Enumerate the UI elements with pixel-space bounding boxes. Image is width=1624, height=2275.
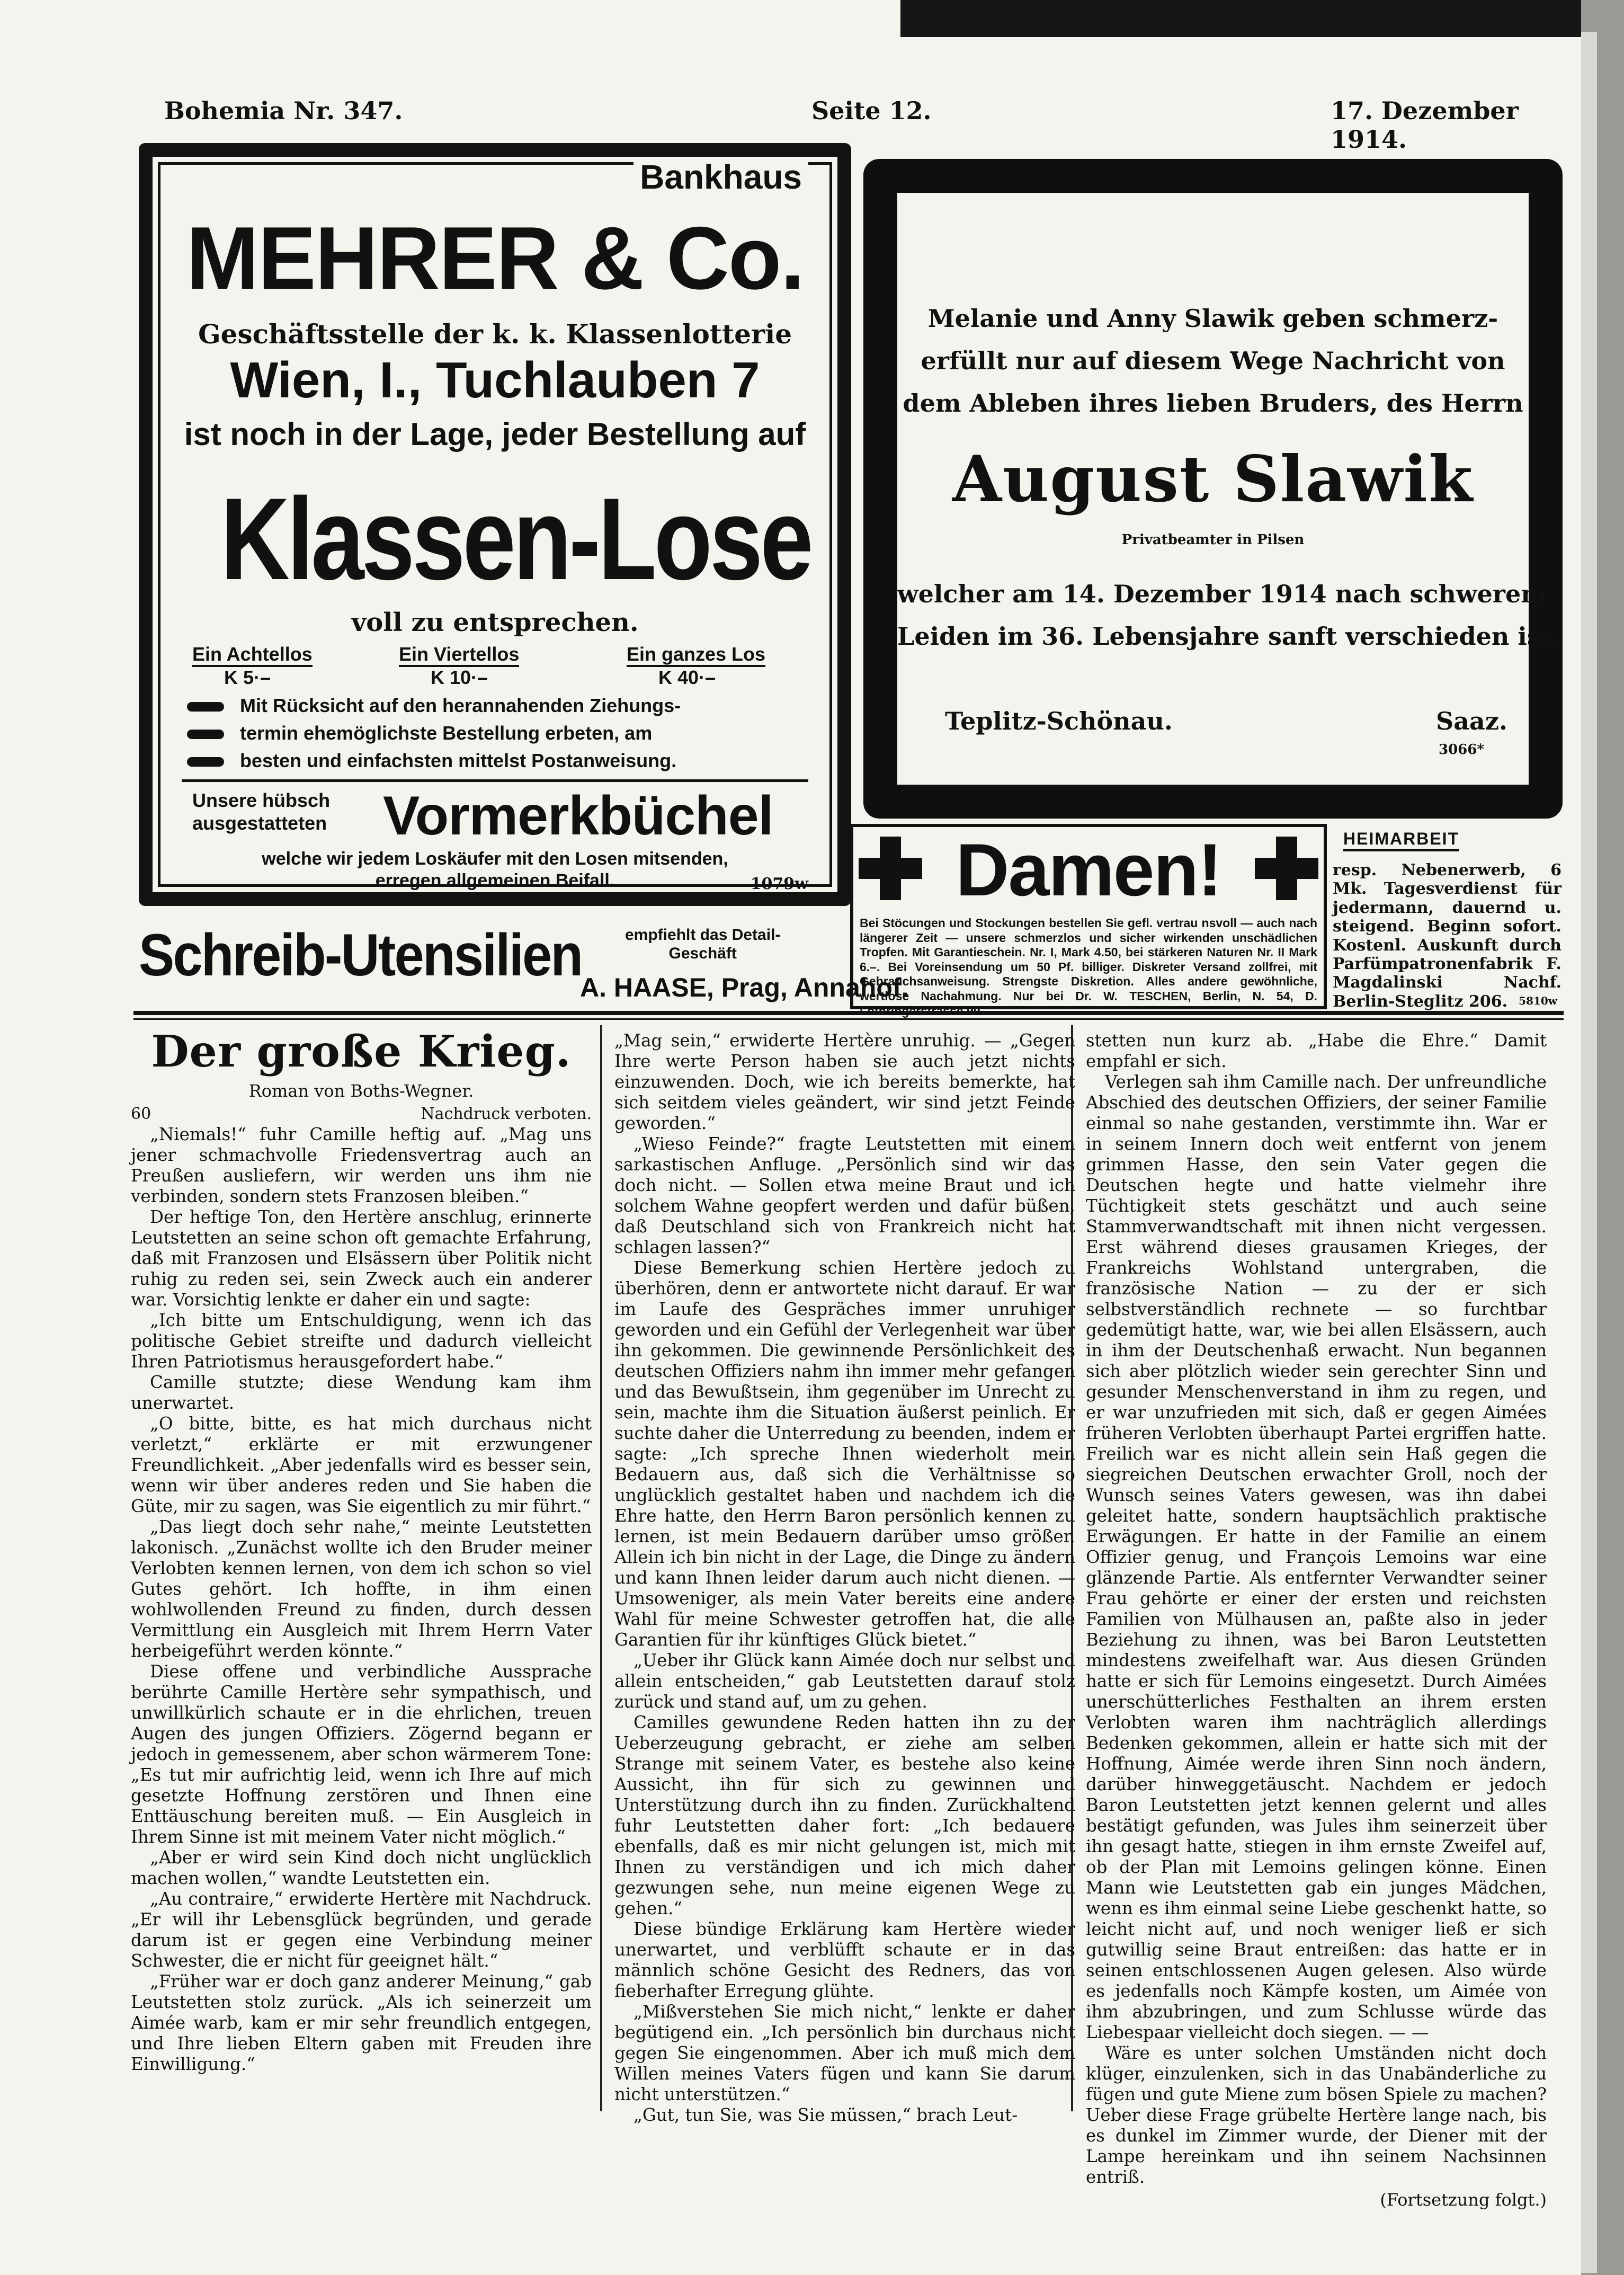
heimarbeit-body: resp. Nebenerwerb, 6 Mk. Tagesverdienst für jedermann, dauernd u. steigend. Beginn sofort. Kostenl. Auskunft durch Parfümpatronenfabrik F. Magdalinski Nachf. Berlin-Steglitz 206. (1333, 861, 1561, 1011)
mourning-deceased-name: August Slawik (952, 442, 1474, 517)
bank-product: Klassen-Lose (220, 474, 811, 604)
mourning-notice (863, 159, 1563, 819)
bank-address: Wien, I., Tuchlauben 7 (230, 352, 760, 408)
price-achtellos (192, 644, 313, 688)
schreib-address: A. HAASE, Prag, Annahof. (580, 973, 909, 1002)
mourning-place-right: Saaz. (1436, 707, 1507, 735)
bank-unsere-line1: Unsere hübsch (192, 789, 331, 811)
bank-notice-text: termin ehemöglichste Bestellung erbeten, am (240, 722, 653, 744)
mourning-line: erfüllt nur auf diesem Wege Nachricht von (921, 346, 1505, 375)
bank-welche-text (160, 848, 829, 892)
mourning-ad-code: 3066* (1439, 742, 1484, 758)
price-label: Ein ganzes Los (627, 644, 765, 667)
article-paragraph: „Ueber ihr Glück kann Aimée doch nur selbst und allein entscheiden,“ gab Leutstetten darauf stolz zurück und stand auf, um zu gehen. (614, 1650, 1075, 1712)
article-paragraph: „Ich bitte um Entschuldigung, wenn ich das politische Gebiet streifte und dadurch vielleicht Ihren Patriotismus herausgefordert habe.“ (131, 1310, 592, 1372)
schreib-empfiehlt (625, 926, 780, 963)
article-paragraph: „Niemals!“ fuhr Camille heftig auf. „Mag uns jener schmachvolle Friedensvertrag auch an Preußen ausliefern, wir werden uns ihm nie verbinden, sondern stets Franzosen bleiben.“ (131, 1124, 592, 1207)
article-paragraph: „Wieso Feinde?“ fragte Leutstetten mit einem sarkastischen Anfluge. „Persönlich sind wir das doch nicht. — Sollen etwa meine Braut und ich solchem Wahne geopfert werden und dafür büßen, daß Deutschland sich von Frankreich nicht hat schlagen lassen?“ (614, 1134, 1075, 1257)
heimarbeit-title: HEIMARBEIT (1343, 829, 1459, 851)
bank-name: MEHRER & Co. (186, 208, 804, 308)
article-paragraph: „Mag sein,“ erwiderte Hertère unruhig. — „Gegen Ihre werte Person haben sie auch jetzt nichts einzuwenden. Doch, wie ich bereits bemerkte, hat sich seitdem vieles geändert, wir sind jetzt Feinde geworden.“ (614, 1030, 1075, 1133)
bank-ad-code: 1079w (750, 875, 808, 893)
header-page-number: Seite 12. (811, 96, 932, 125)
reprint-notice: Nachdruck verboten. (421, 1105, 592, 1124)
article-paragraph: Diese offene und verbindliche Aussprache berührte Camille Hertère sehr sympathisch, und unwillkürlich schaute er in die ehrlichen, treuen Augen des jungen Offiziers. Zögernd begann er jedoch in gemessenem, aber schon wärmerem Tone: „Es tut mir aufrichtig leid, wenn ich Ihre auf mich gesetzte Hoffnung zerstören und Ihnen eine Enttäuschung bereiten muß. — Ein Ausgleich in Ihrem Sinne ist mit meinem Vater nicht möglich.“ (131, 1661, 592, 1847)
damen-advertisement (850, 824, 1327, 1018)
article-paragraph: „Früher war er doch ganz anderer Meinung,“ gab Leutstetten stolz zurück. „Als ich seinerzeit um Aimée warb, kam er mir sehr freundlich entgegen, und Ihre lieben Eltern gaben mit Freuden ihre Einwilligung.“ (131, 1971, 592, 2075)
bank-notice-line (187, 750, 676, 772)
article-paragraph: stetten nun kurz ab. „Habe die Ehre.“ Damit empfahl er sich. (1086, 1030, 1547, 1071)
bank-notice-line (187, 722, 652, 744)
article-text (614, 1030, 1075, 2126)
article-paragraph: Camilles gewundene Reden hatten ihn zu der Ueberzeugung gebracht, er ziehe am selben Strange mit seinem Vater, es bestehe also keine Aussicht, ihn für sich zu gewinnen und Unterstützung durch ihn zu finden. Zurückhaltend fuhr Leutstetten daher fort: „Ich bedauere ebenfalls, daß es mir nicht gelungen ist, mich mit Ihnen zu verständigen und ich mich daher gezwungen sehe, nun meine eigenen Wege zu gehen.“ (614, 1712, 1075, 1918)
bank-notice-text: Mit Rücksicht auf den herannahenden Ziehungs- (240, 695, 681, 716)
article-paragraph: „Au contraire,“ erwiderte Hertère mit Nachdruck. „Er will ihr Lebensglück begründen, und gerade darum ist er gegen eine Verbindung meiner Schwester, die er nicht für geeignet hält.“ (131, 1889, 592, 1971)
price-label: Ein Viertellos (399, 644, 519, 667)
section-rule (133, 1011, 1564, 1015)
bank-vormerkbuechel: Vormerkbüchel (383, 785, 773, 847)
price-label: Ein Achtellos (192, 644, 313, 667)
article-paragraph: „Aber er wird sein Kind doch nicht unglücklich machen wollen,“ wandte Leutstetten ein. (131, 1847, 592, 1889)
bank-welche-line1: welche wir jedem Loskäufer mit den Losen mitsenden, (262, 849, 728, 869)
price-viertellos (399, 644, 519, 688)
article-column-1 (131, 1028, 592, 2075)
article-paragraph: „O bitte, bitte, es hat mich durchaus nicht verletzt,“ erklärte er mit erzwungener Freundlichkeit. „Aber jedenfalls wird es besser sein, wenn wir über anderes reden und Sie haben die Güte, mir zu sagen, was Sie eigentlich zu mir führt.“ (131, 1414, 592, 1517)
section-rule-thin (133, 1018, 1564, 1020)
schreib-title: Schreib-Utensilien (139, 922, 582, 988)
price-value: K 10·– (431, 666, 488, 688)
article-paragraph: Diese Bemerkung schien Hertère jedoch zu überhören, denn er antwortete nicht darauf. Er war im Laufe des Gespräches immer unruhiger geworden und ein Gefühl der Verlegenheit war über ihn gekommen. Die gewinnende Persönlichkeit des deutschen Offiziers nahm ihn immer mehr gefangen und das Bewußtsein, ihm gegenüber im Unrecht zu sein, machte ihm die Situation äußerst peinlich. Er suchte daher die Unterredung zu beenden, indem er sagte: „Ich spreche Ihnen wiederholt mein Bedauern aus, daß sich die Verhältnisse so unglücklich gestaltet haben und nachdem ich die Ehre hatte, den Herrn Baron persönlich kennen zu lernen, ist mein Bedauern darüber umso größer. Allein ich bin nicht in der Lage, die Dinge zu ändern und kann Ihnen leider darum auch nicht dienen. — Umsoweniger, als mein Vater bereits eine andere Wahl für meine Schwester getroffen hat, die alle Garantien für ihr künftiges Glück bietet.“ (614, 1258, 1075, 1650)
article-column-3 (1086, 1030, 1547, 2210)
article-paragraph: „Gut, tun Sie, was Sie müssen,“ brach Leut- (633, 2105, 1018, 2125)
schreib-emp-line1: empfiehlt das Detail- (625, 926, 781, 944)
scan-binding-strip (1581, 32, 1597, 2273)
bankhaus-advertisement (139, 143, 851, 906)
price-ganzes-los (627, 644, 765, 688)
scan-dark-edge (900, 0, 1624, 37)
bank-notice-text: besten und einfachsten mittelst Postanweisung. (240, 750, 677, 771)
article-paragraph: Der heftige Ton, den Hertère anschlug, erinnerte Leutstetten an seine schon oft gemachte Erfahrung, daß mit Franzosen und Elsässern über Politik nicht ruhig zu reden sei, sein Zweck auch ein anderer war. Vorsichtig lenkte er daher ein und sagte: (131, 1207, 592, 1310)
article-meta (131, 1104, 592, 1124)
bank-lage-line: ist noch in der Lage, jeder Bestellung auf (184, 416, 806, 452)
mourning-line: Leiden im 36. Lebensjahre sanft verschieden ist. (897, 622, 1561, 651)
article-paragraph: Camille stutzte; diese Wendung kam ihm unerwartet. (131, 1372, 592, 1414)
heimarbeit-advertisement (1328, 829, 1561, 1009)
bankhaus-title: Bankhaus (633, 157, 808, 197)
heimarbeit-code: 5810w (1519, 994, 1557, 1007)
pointing-hand-icon (187, 757, 224, 767)
article-text (131, 1124, 592, 2075)
bank-unsere-line2: ausgestatteten (192, 812, 327, 834)
pointing-hand-icon (187, 702, 224, 712)
installment-number: 60 (131, 1105, 151, 1124)
schreib-utensilien-advertisement (132, 917, 909, 1009)
article-paragraph: „Mißverstehen Sie mich nicht,“ lenkte er daher begütigend ein. „Ich persönlich bin durchaus nicht gegen Sie eingenommen. Aber ich muß mich dem Willen meines Vaters fügen und kann Sie darum nicht unterstützen.“ (614, 2002, 1075, 2104)
schreib-emp-line2: Geschäft (668, 944, 737, 962)
bank-unsere-text (192, 789, 330, 834)
bank-welche-line2: erregen allgemeinen Beifall. (375, 870, 615, 891)
column-rule (600, 1025, 602, 2111)
article-text (1086, 1030, 1547, 2188)
article-paragraph: Verlegen sah ihm Camille nach. Der unfreundliche Abschied des deutschen Offiziers, der seiner Familie einmal so nahe gestanden, verstimmte ihn. War er in seinem Innern doch weit entfernt von jenem grimmen Hasse, den sein Vater gegen die Deutschen hegte und hatte vielmehr ihre Tüchtigkeit stets geschätzt und auch seine Stammverwandtschaft mit ihnen nicht vergessen. Erst während dieses grausamen Krieges, der Frankreichs Wohlstand untergraben, die französische Nation — zu der er sich selbstverständlich rechnete — so furchtbar gedemütigt hatte, war, wie bei allen Elsässern, auch in ihm der Deutschenhaß erwacht. Nun begannen sich aber plötzlich wieder sein gerechter Sinn und gesunder Menschenverstand in ihm zu regen, und er war unzufrieden mit sich, daß er gegen Aimées früheren Verlobten überhaupt Partei ergriffen hatte. Freilich war es nicht allein sein Haß gegen die siegreichen Deutschen erwachter Groll, noch der Wunsch seines Vaters gewesen, was ihn dabei geleitet hatte, sondern hauptsächlich praktische Erwägungen. Er hatte in der Familie an einem Offizier genug, und François Lemoins war eine glänzende Partie. Als entfernter Verwandter seiner Frau gehörte er einer der ersten und reichsten Familien von Mülhausen an, paßte also in jeder Beziehung zu ihnen, was bei Baron Leutstetten mindestens zweifelhaft war. Aus diesen Gründen hatte er sich für Lemoins eingesetzt. Durch Aimées unerschütterliches Festhalten an ihrem ersten Verlobten waren ihm nachträglich allerdings Bedenken gekommen, allein er hatte sich mit der Hoffnung, Aimée werde ihren Sinn noch ändern, darüber hinweggetäuscht. Nachdem er jedoch Baron Leutstetten jetzt kennen gelernt und alles bestätigt gefunden, was Jules ihm seinerzeit über ihn gesagt hatte, stiegen in ihm ernste Zweifel auf, ob der Plan mit Lemoins gelingen könne. Einen Mann wie Leutstetten gab ein junges Mädchen, wenn es ihm einmal seine Liebe geschenkt hatte, so leicht nicht auf, und noch weniger ließ er sich gutwillig seine Braut entreißen: das hatte er in seinen entschlossenen Augen gelesen. Also würde es jedenfalls noch Kämpfe kosten, um Aimée von ihm abzubringen, und zum Schlusse würde das Liebespaar vielleicht doch siegen. — — (1086, 1072, 1547, 2042)
mourning-line: dem Ableben ihres lieben Bruders, des Herrn (903, 389, 1523, 417)
header-masthead: Bohemia Nr. 347. (164, 96, 403, 125)
bankhaus-inner-frame (158, 158, 832, 893)
article-paragraph: „Das liegt doch sehr nahe,“ meinte Leutstetten lakonisch. „Zunächst wollte ich den Bruder meiner Verlobten kennen lernen, von dem ich schon so viel Gutes gehört. Ich hoffte, in ihm einen wohlwollenden Freund zu finden, durch dessen Vermittlung ein Ausgleich mit Ihrem Herrn Vater herbeigeführt werden könnte.“ (131, 1517, 592, 1661)
mourning-occupation: Privatbeamter in Pilsen (1121, 532, 1305, 548)
continuation-notice: (Fortsetzung folgt.) (1380, 2190, 1547, 2210)
pointing-hand-icon (187, 730, 224, 739)
article-column-2 (614, 1030, 1075, 2126)
bank-notice-line (187, 695, 681, 717)
mourning-line: Melanie und Anny Slawik geben schmerz- (927, 304, 1498, 333)
article-paragraph: Diese bündige Erklärung kam Hertère wieder unerwartet, und verblüfft schaute er in das männlich schöne Gesicht des Redners, das von fieberhafter Erregung glühte. (614, 1919, 1075, 2001)
mourning-place-left: Teplitz-Schönau. (945, 707, 1173, 735)
damen-body: Bei Stöcungen und Stockungen bestellen Sie gefl. vertrau nsvoll — auch nach längerer Zeit — unsere schmerzlos und sicher wirkenden unschädlichen Tropfen. Mit Garantieschein. Nr. I, Mark 4.50, bei stärkeren Naturen Nr. II Mark 6.–. Bei Voreinsendung um 50 Pf. billiger. Diskreter Versand zollfrei, mit Gebrauchsanweisung. Strengste Diskretion. Alles andere gewöhnliche, wertlose Nachahmung. Nur bei Dr. W. TESCHEN, Berlin, N. 54, D. Lothringerstrasse 99. (860, 916, 1317, 1018)
article-author: Roman von Boths-Wegner. (248, 1081, 474, 1101)
bank-divider (182, 779, 808, 782)
bank-subtitle: Geschäftsstelle der k. k. Klassenlotterie (198, 318, 792, 350)
damen-title: Damen! (956, 828, 1221, 911)
article-title: Der große Krieg. (151, 1026, 572, 1077)
article-paragraph: Wäre es unter solchen Umständen nicht doch klüger, einzulenken, sich in das Unabänderliche zu fügen und gute Miene zum bösen Spiele zu machen? Ueber diese Frage grübelte Hertère lange nach, bis es dunkel im Zimmer wurde, der Diener mit der Lampe hereinkam und ihn seinem Nachsinnen entriß. (1086, 2043, 1547, 2187)
mourning-line: welcher am 14. Dezember 1914 nach schwerem (897, 580, 1547, 608)
header-date: 17. Dezember 1914. (1331, 96, 1519, 154)
bank-voll-line: voll zu entsprechen. (351, 608, 639, 637)
price-value: K 5·– (224, 666, 271, 688)
price-value: K 40·– (658, 666, 716, 688)
